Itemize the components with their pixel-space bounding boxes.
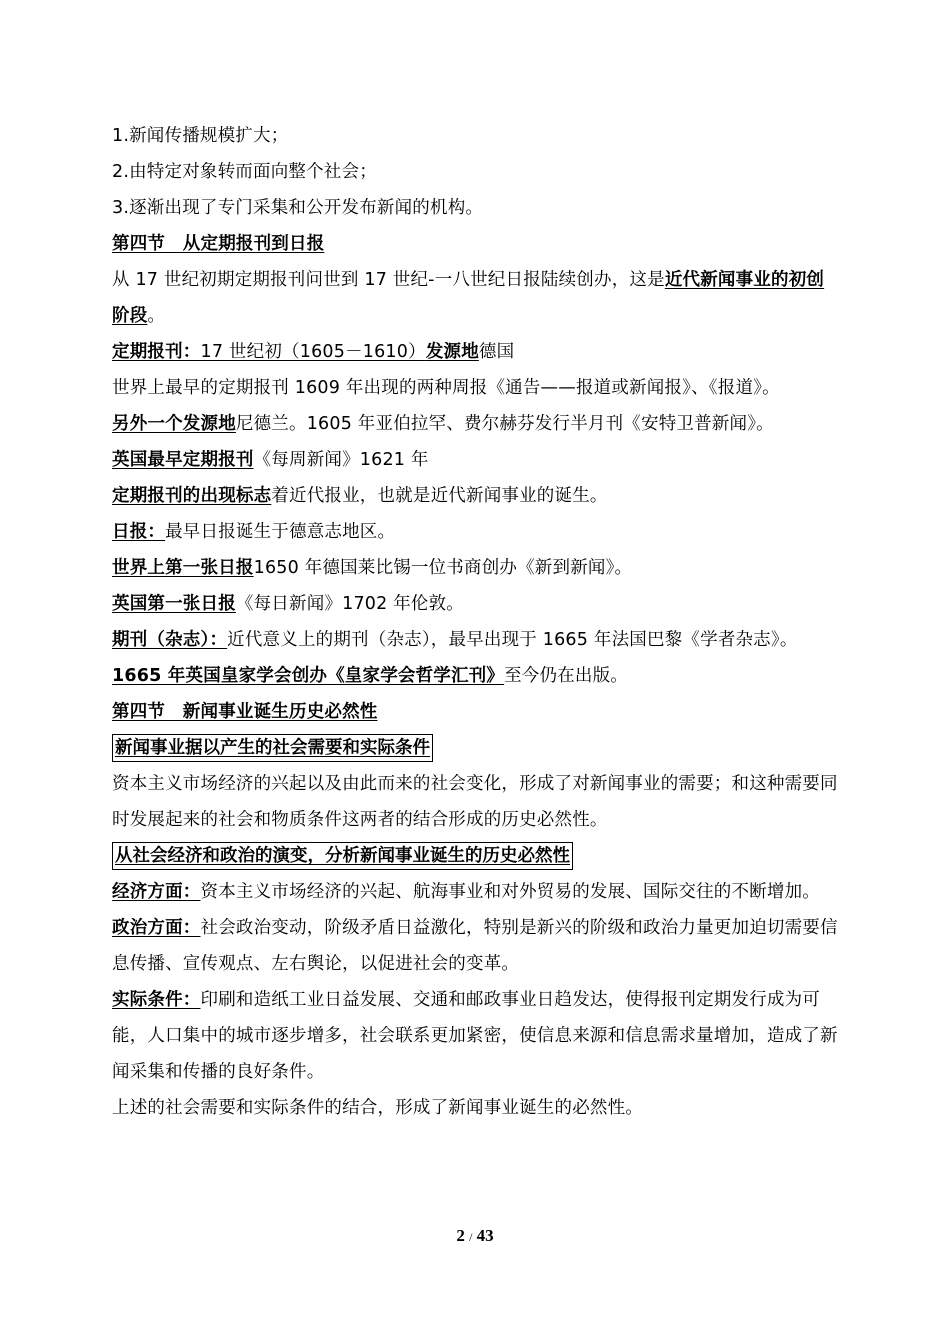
text: 17 世纪初（1605－1610） — [200, 342, 426, 362]
term: 经济方面： — [112, 882, 201, 902]
paragraph — [112, 550, 840, 586]
boxed-subheading — [112, 838, 840, 874]
term: 实际条件： — [112, 990, 201, 1010]
term: 日报： — [112, 522, 166, 542]
term: 英国第一张日报 — [112, 594, 236, 614]
paragraph — [112, 622, 840, 658]
boxed-subheading — [112, 730, 840, 766]
paragraph: 世界上最早的定期报刊 1609 年出现的两种周报《通告——报道或新闻报》、《报道》。 — [112, 378, 780, 398]
text: 德国 — [478, 342, 515, 362]
document-body — [112, 118, 840, 1126]
list-item: 1.新闻传播规模扩大； — [112, 126, 289, 146]
term: 发源地 — [425, 342, 479, 362]
list-item: 2.由特定对象转而面向整个社会； — [112, 162, 377, 182]
text: 至今仍在出版。 — [504, 666, 629, 686]
text: 资本主义市场经济的兴起、航海事业和对外贸易的发展、国际交往的不断增加。 — [200, 882, 820, 902]
paragraph — [112, 982, 840, 1090]
paragraph: 资本主义市场经济的兴起以及由此而来的社会变化，形成了对新闻事业的需要；和这种需要同时发展起来的社会和物质条件这两者的结合形成的历史必然性。 — [112, 774, 838, 830]
paragraph — [112, 586, 840, 622]
page-separator: / — [469, 1230, 473, 1244]
paragraph — [112, 262, 840, 334]
text: 近代意义上的期刊（杂志），最早出现于 1665 年法国巴黎《学者杂志》。 — [227, 630, 798, 650]
text: 从 17 世纪初期定期报刊问世到 17 世纪-一八世纪日报陆续创办，这是 — [112, 270, 665, 290]
term: 世界上第一张日报 — [112, 558, 254, 578]
text: 《每日新闻》1702 年伦敦。 — [235, 594, 465, 614]
paragraph — [112, 874, 840, 910]
text: 着近代报业，也就是近代新闻事业的诞生。 — [271, 486, 608, 506]
section-heading-text: 第四节 新闻事业诞生历史必然性 — [112, 702, 378, 722]
term: 定期报刊的出现标志 — [112, 486, 272, 506]
term: 政治方面： — [112, 918, 201, 938]
section-heading — [112, 694, 840, 730]
page-total: 43 — [476, 1226, 494, 1245]
text: 最早日报诞生于德意志地区。 — [165, 522, 396, 542]
page-current: 2 — [456, 1226, 465, 1245]
paragraph — [112, 442, 840, 478]
paragraph — [112, 658, 840, 694]
text: 1650 年德国莱比锡一位书商创办《新到新闻》。 — [253, 558, 633, 578]
section-heading-text: 第四节 从定期报刊到日报 — [112, 234, 325, 254]
term: 另外一个发源地 — [112, 414, 236, 434]
paragraph — [112, 478, 840, 514]
term: 期刊（杂志）： — [112, 630, 228, 650]
term: 1665 年英国皇家学会创办《皇家学会哲学汇刊》 — [112, 666, 505, 686]
page-number — [0, 1226, 950, 1246]
text: 尼德兰。1605 年亚伯拉罕、费尔赫芬发行半月刊《安特卫普新闻》。 — [235, 414, 774, 434]
text: 《每周新闻》1621 年 — [253, 450, 429, 470]
paragraph — [112, 406, 840, 442]
term: 英国最早定期报刊 — [112, 450, 254, 470]
paragraph — [112, 514, 840, 550]
section-heading — [112, 226, 840, 262]
paragraph — [112, 910, 840, 982]
boxed-subheading-text: 新闻事业据以产生的社会需要和实际条件 — [112, 734, 433, 762]
text: 。 — [147, 306, 166, 326]
boxed-subheading-text: 从社会经济和政治的演变，分析新闻事业诞生的历史必然性 — [112, 842, 573, 870]
paragraph: 上述的社会需要和实际条件的结合，形成了新闻事业诞生的必然性。 — [112, 1098, 643, 1118]
text: 印刷和造纸工业日益发展、交通和邮政事业日趋发达，使得报刊定期发行成为可能，人口集中的城市逐步增多，社会联系更加紧密，使信息来源和信息需求量增加，造成了新闻采集和传播的良好条件。 — [112, 990, 838, 1082]
emphasis: 近代新闻事业的初创阶段 — [112, 270, 825, 326]
text: 社会政治变动，阶级矛盾日益激化，特别是新兴的阶级和政治力量更加迫切需要信息传播、宣传观点、左右舆论，以促进社会的变革。 — [112, 918, 838, 974]
list-item: 3.逐渐出现了专门采集和公开发布新闻的机构。 — [112, 198, 484, 218]
paragraph — [112, 334, 840, 370]
term: 定期报刊： — [112, 342, 201, 362]
